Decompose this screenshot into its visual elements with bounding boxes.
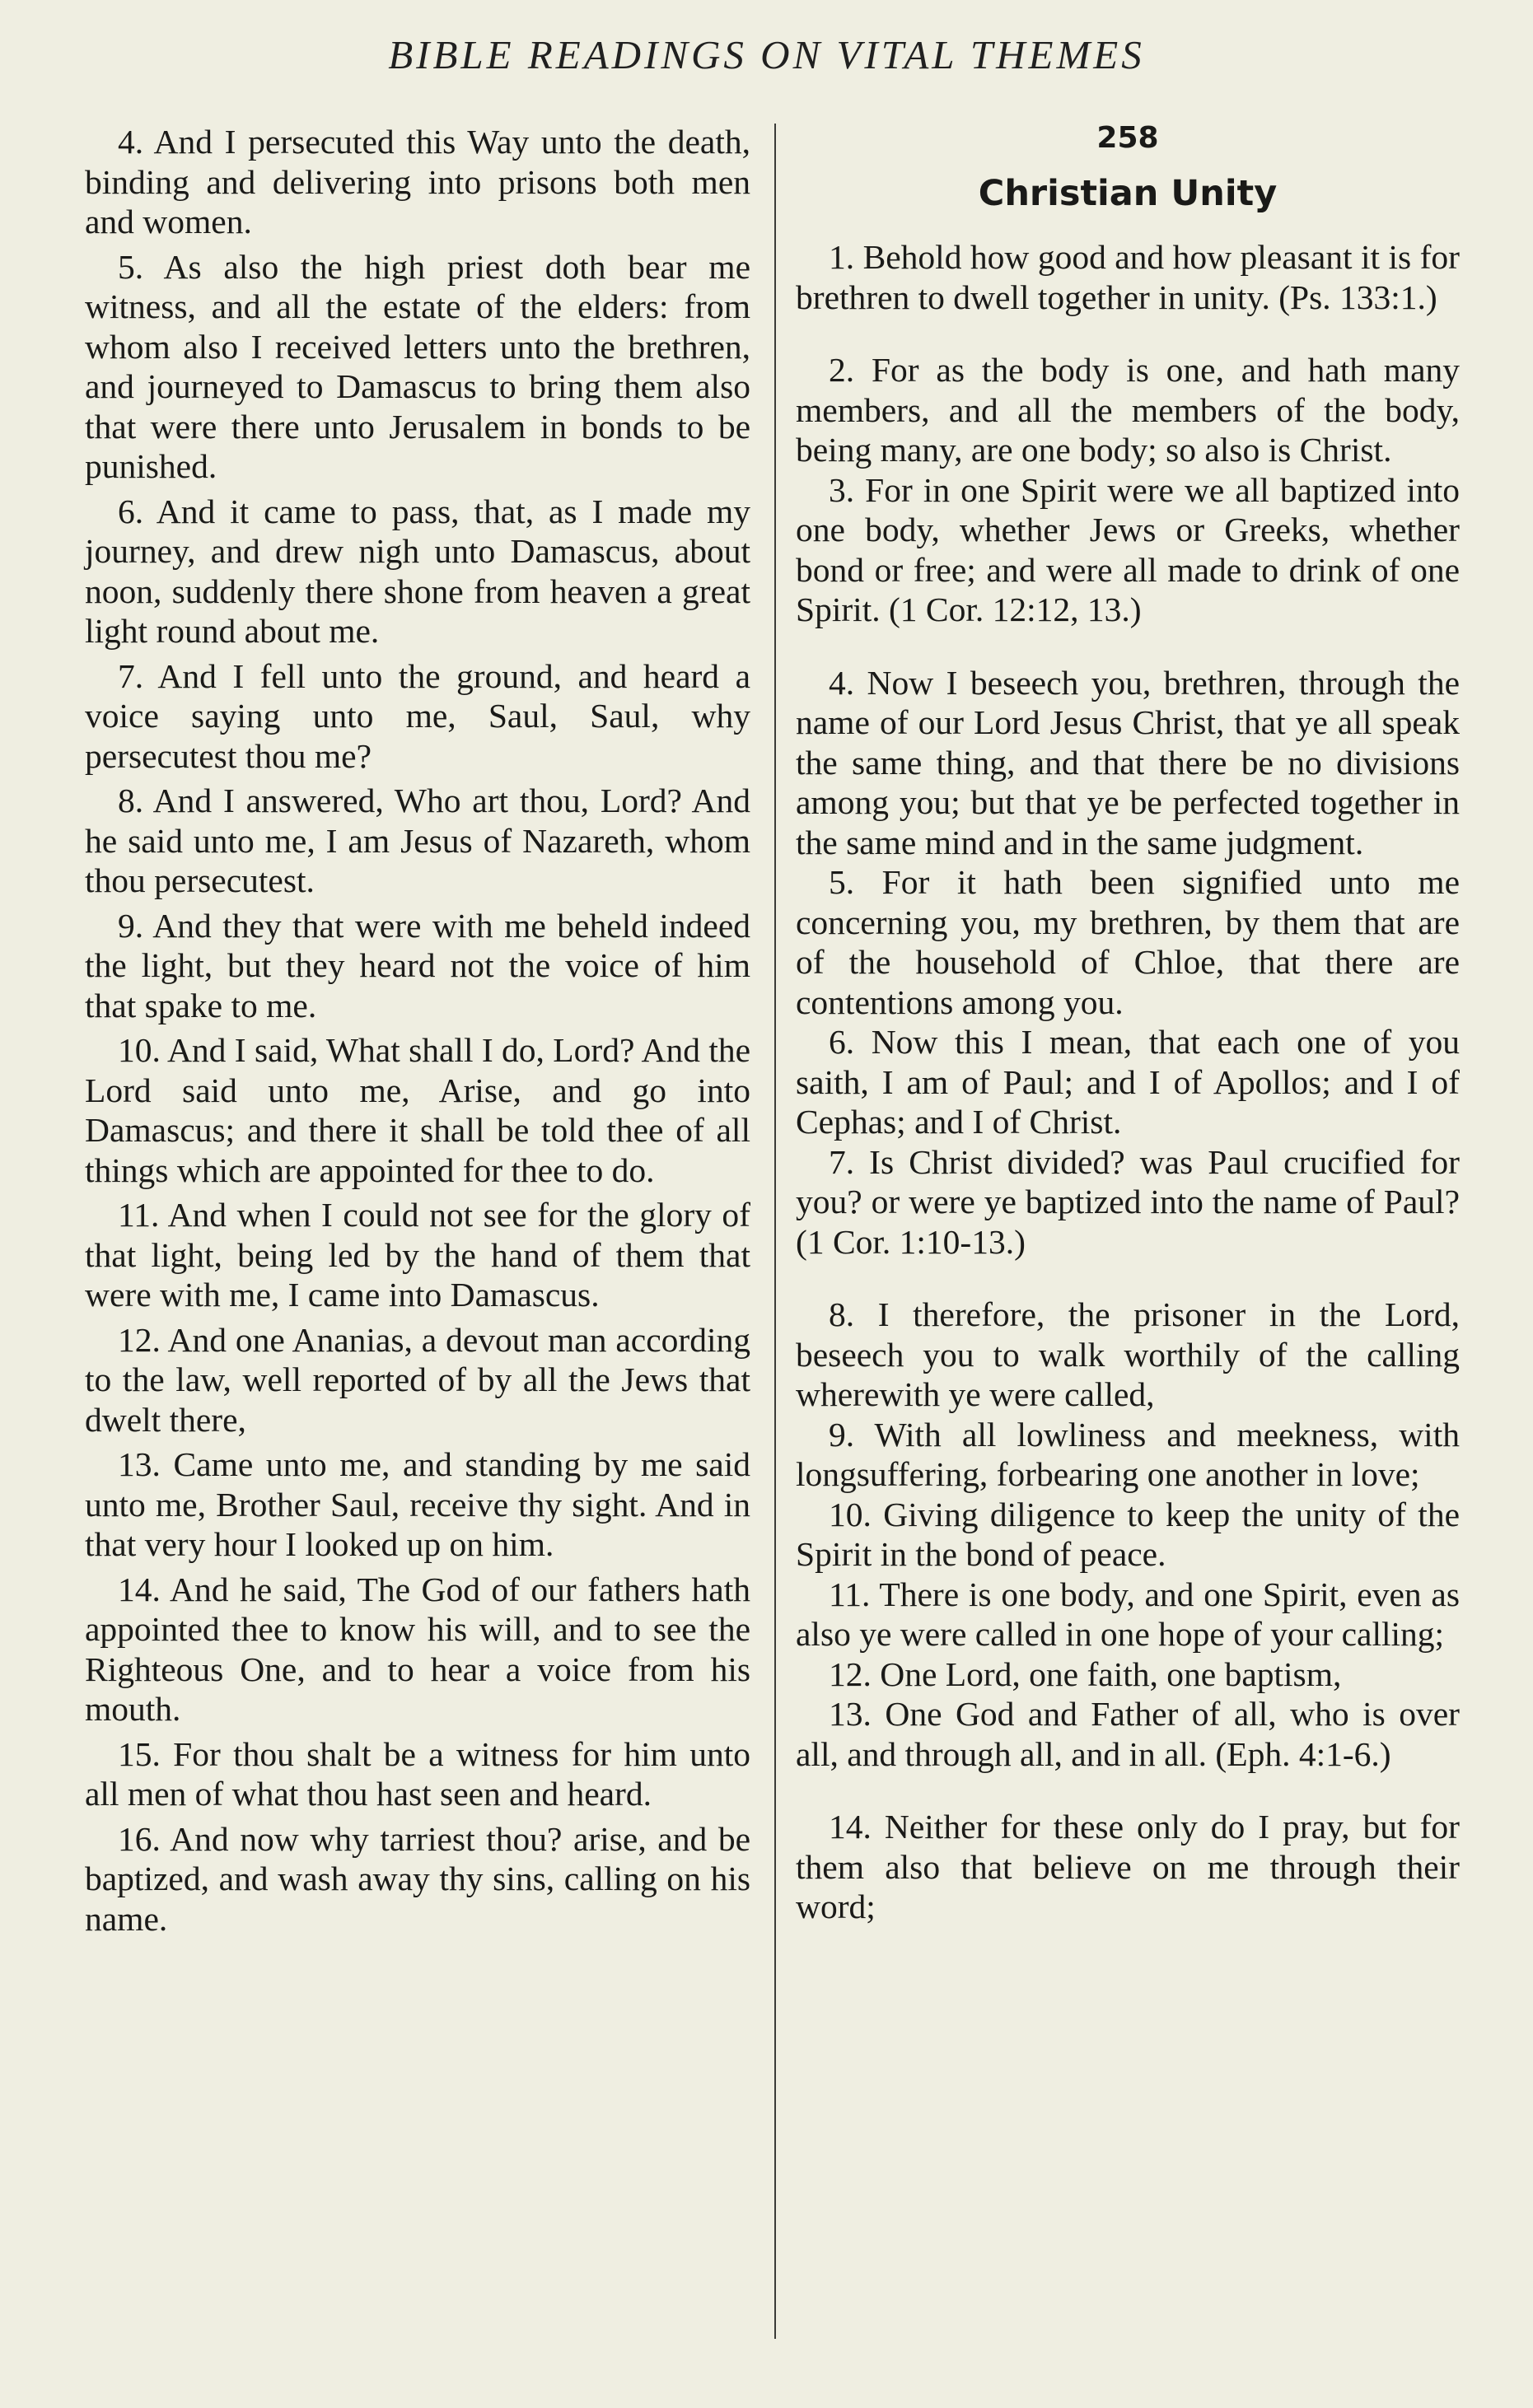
verse: 14. And he said, The God of our fathers hath appointed thee to know his will, and to see the Righteous One, and to hear a voice from his mouth. — [85, 1570, 750, 1728]
verse: 1. Behold how good and how pleasant it is for brethren to dwell together in unity. (Ps. 133:1.) — [796, 238, 1460, 316]
right-column — [796, 122, 1460, 1927]
running-title: BIBLE READINGS ON VITAL THEMES — [388, 32, 1145, 77]
column-divider — [774, 124, 776, 2339]
verse: 4. Now I beseech you, brethren, through the name of our Lord Jesus Christ, that ye all speak the same thing, and that there be no divisions among you; but that ye be perfected together in the same mind and in the same judgment. — [796, 663, 1460, 861]
reading-number: 258 — [1096, 121, 1159, 155]
verse: 5. For it hath been signified unto me concerning you, my brethren, by them that are of the household of Chloe, that there are contentions among you. — [796, 863, 1460, 1021]
verse: 11. And when I could not see for the glory of that light, being led by the hand of them that were with me, I came into Damascus. — [85, 1196, 750, 1314]
verse: 5. As also the high priest doth bear me witness, and all the estate of the elders: from whom also I received letters unto the brethren, and journeyed to Damascus to bring them also that were there unto Jerusalem in bonds to be punished. — [85, 247, 750, 485]
verse: 6. Now this I mean, that each one of you saith, I am of Paul; and I of Apollos; and I of Cephas; and I of Christ. — [796, 1023, 1460, 1141]
verse: 10. Giving diligence to keep the unity of the Spirit in the bond of peace. — [796, 1495, 1460, 1573]
verse: 8. And I answered, Who art thou, Lord? And he said unto me, I am Jesus of Nazareth, whom thou persecutest. — [85, 782, 750, 899]
verse: 14. Neither for these only do I pray, but for them also that believe on me through their word; — [796, 1808, 1460, 1925]
verse: 6. And it came to pass, that, as I made my journey, and drew nigh unto Damascus, about noon, suddenly there shone from heaven a great light round about me. — [85, 492, 750, 650]
verse: 10. And I said, What shall I do, Lord? And the Lord said unto me, Arise, and go into Damascus; and there it shall be told thee of all things which are appointed for thee to do. — [85, 1031, 751, 1189]
verse: 9. With all lowliness and meekness, with longsuffering, forbearing one another in love; — [796, 1415, 1460, 1493]
verse: 12. One Lord, one faith, one baptism, — [829, 1654, 1342, 1693]
verse: 3. For in one Spirit were we all baptized into one body, whether Jews or Greeks, whether bond or free; and were all made to drink of one Spirit. (1 Cor. 12:12, 13.) — [796, 470, 1460, 628]
verse: 9. And they that were with me beheld indeed the light, but they heard not the voice of him that spake to me. — [85, 906, 750, 1024]
verse: 13. One God and Father of all, who is over all, and through all, and in all. (Eph. 4:1-6.) — [796, 1695, 1460, 1773]
verse: 2. For as the body is one, and hath many members, and all the members of the body, being many, are one body; so also is Christ. — [796, 351, 1460, 469]
verse: 4. And I persecuted this Way unto the death, binding and delivering into prisons both men and women. — [85, 123, 750, 240]
reading-title: Christian Unity — [978, 173, 1278, 214]
verse: 12. And one Ananias, a devout man according to the law, well reported of by all the Jews that dwelt there, — [85, 1320, 750, 1439]
verse: 7. And I fell unto the ground, and heard a voice saying unto me, Saul, Saul, why persecutest thou me? — [85, 656, 750, 775]
left-column — [85, 122, 750, 1944]
verse: 13. Came unto me, and standing by me said unto me, Brother Saul, receive thy sight. And in that very hour I looked up on him. — [85, 1445, 750, 1563]
verse: 8. I therefore, the prisoner in the Lord, beseech you to walk worthily of the calling wherewith ye were called, — [796, 1295, 1460, 1413]
verse: 11. There is one body, and one Spirit, even as also ye were called in one hope of your calling; — [796, 1575, 1460, 1653]
verse: 15. For thou shalt be a witness for him unto all men of what thou hast seen and heard. — [85, 1734, 750, 1813]
verse: 7. Is Christ divided? was Paul crucified for you? or were ye baptized into the name of Paul? (1 Cor. 1:10-13.) — [796, 1142, 1460, 1261]
verse: 16. And now why tarriest thou? arise, and be baptized, and wash away thy sins, calling on his name. — [85, 1819, 750, 1938]
